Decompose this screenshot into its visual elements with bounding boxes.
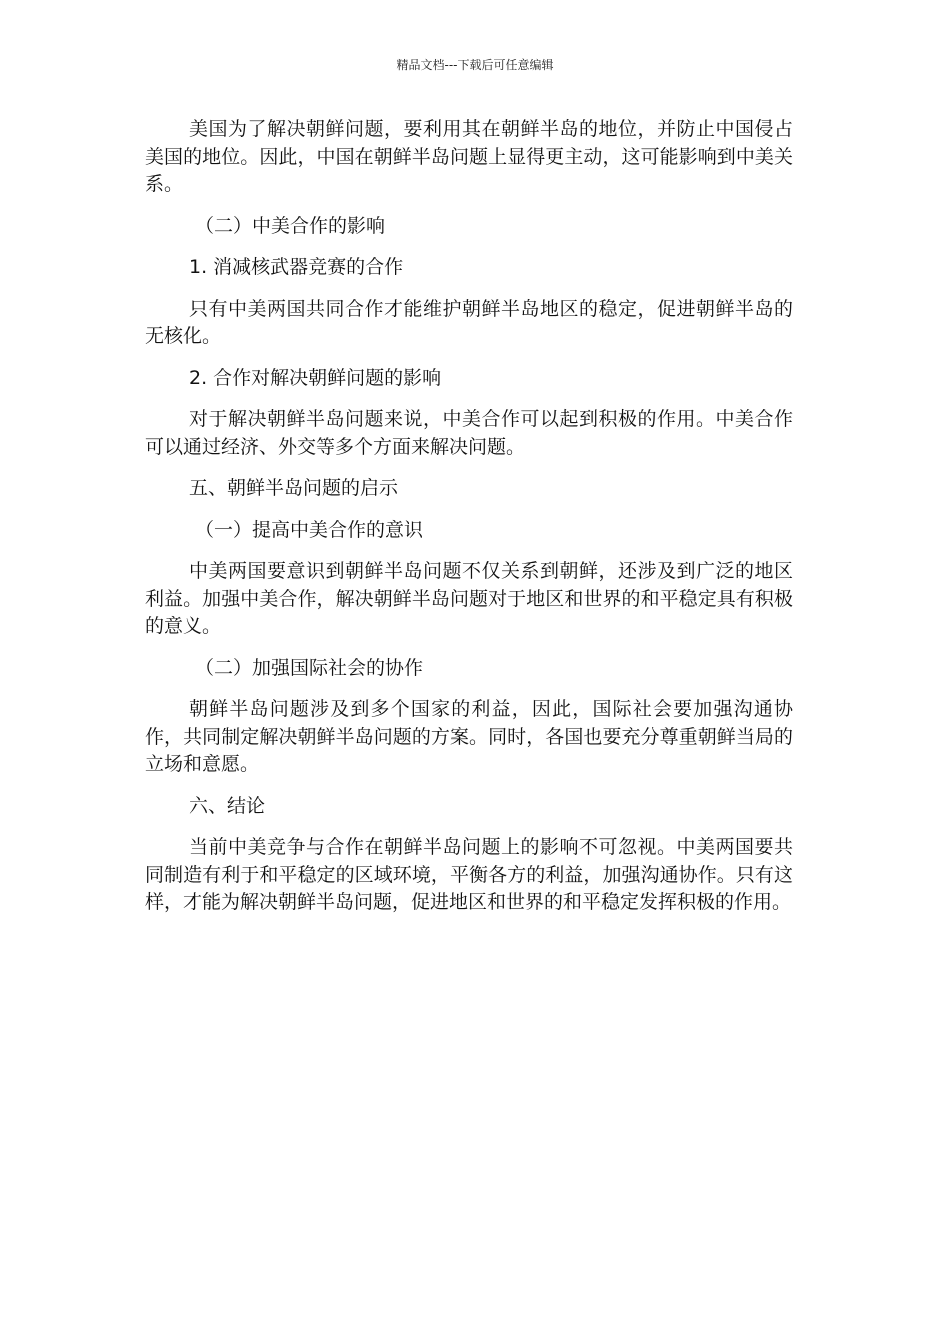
- section-heading-international-cooperation: （二）加强国际社会的协作: [195, 656, 424, 679]
- paragraph-conclusion: 当前中美竞争与合作在朝鲜半岛问题上的影响不可忽视。中美两国要共同制造有利于和平稳定的区域环境，平衡各方的利益，加强沟通协作。只有这样，才能为解决朝鲜半岛问题，促进地区和世界的和平稳定发挥积极的作用。: [145, 836, 793, 913]
- section-heading-awareness: （一）提高中美合作的意识: [195, 518, 424, 541]
- paragraph-us-position: 美国为了解决朝鲜问题，要利用其在朝鲜半岛的地位，并防止中国侵占美国的地位。因此，中国在朝鲜半岛问题上显得更主动，这可能影响到中美关系。: [145, 118, 793, 195]
- paragraph-positive-role: 对于解决朝鲜半岛问题来说，中美合作可以起到积极的作用。中美合作可以通过经济、外交等多个方面来解决问题。: [145, 408, 793, 458]
- section-heading-cooperation-impact: （二）中美合作的影响: [195, 214, 386, 237]
- subsection-heading-cooperation-effect: 2. 合作对解决朝鲜问题的影响: [189, 366, 442, 389]
- paragraph-denuclearization: 只有中美两国共同合作才能维护朝鲜半岛地区的稳定，促进朝鲜半岛的无核化。: [145, 297, 793, 347]
- subsection-heading-nuclear-cooperation: 1. 消减核武器竞赛的合作: [189, 256, 404, 278]
- chapter-heading-conclusion: 六、结论: [189, 794, 266, 817]
- paragraph-regional-interests: 中美两国要意识到朝鲜半岛问题不仅关系到朝鲜，还涉及到广泛的地区利益。加强中美合作，解决朝鲜半岛问题对于地区和世界的和平稳定具有积极的意义。: [145, 560, 793, 637]
- paragraph-international-community: 朝鲜半岛问题涉及到多个国家的利益，因此，国际社会要加强沟通协作，共同制定解决朝鲜半岛问题的方案。同时，各国也要充分尊重朝鲜当局的立场和意愿。: [145, 698, 793, 775]
- page-header: 精品文档---下载后可任意编辑: [396, 58, 554, 72]
- document-body: [145, 116, 793, 931]
- chapter-heading-lessons: 五、朝鲜半岛问题的启示: [189, 477, 399, 499]
